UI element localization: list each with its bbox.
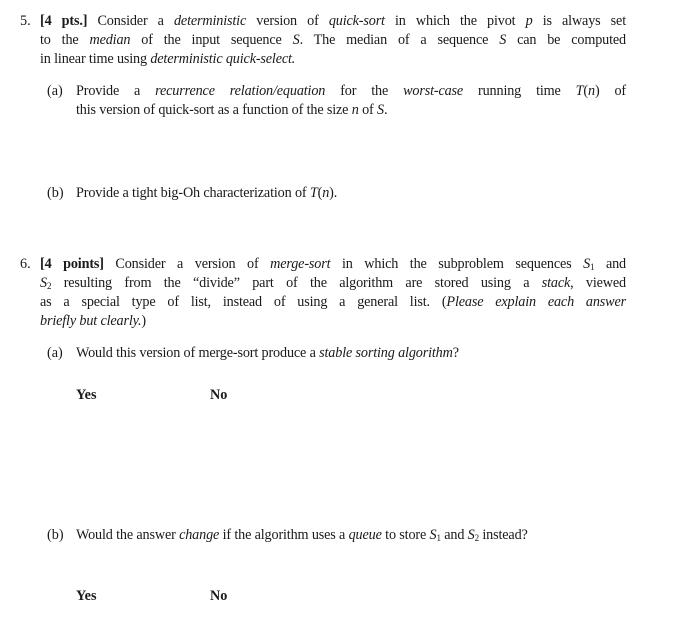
math-var: S [429,527,437,543]
text: to store [381,527,430,543]
emphasis: recurrence relation/equation [155,83,326,99]
text: as a special type of list, instead of using a general list. ( [40,294,447,310]
text: of [358,102,377,118]
question-6-line-4 [40,312,146,331]
emphasis: worst-case [403,83,464,99]
no-option[interactable]: No [210,588,228,604]
math-var: T [575,83,584,99]
math-var: S [377,102,384,118]
text: Provide a [76,83,156,99]
subscript: 1 [436,533,441,543]
question-5-points: [4 pts.] [40,13,88,29]
emphasis: stable sorting algorithm [319,345,453,361]
question-6b-line-1 [76,526,528,545]
question-6-line-2 [40,274,626,293]
text: . The median of a sequence [299,32,500,48]
text: , viewed [570,275,626,291]
question-6-number: 6. [20,256,31,272]
emphasis: Please explain each answer [446,294,626,310]
text: instead? [478,527,528,543]
text: ( [583,83,588,99]
text: ). [329,185,338,201]
text: Consider a version of [103,256,271,272]
question-5a-line-2 [76,101,387,120]
math-var: T [309,185,318,201]
text: running time [463,83,576,99]
emphasis: stack [541,275,571,291]
question-6-points: [4 points] [40,256,104,272]
emphasis: merge-sort [270,256,331,272]
text: and [440,527,468,543]
question-5-line-3 [40,50,295,69]
text: if the algorithm uses a [219,527,349,543]
emphasis: change [179,527,220,543]
text: for the [325,83,404,99]
question-5-line-1 [40,12,626,31]
emphasis: quick-sort [328,13,385,29]
part-label: (b) [47,185,64,201]
question-6-line-3 [40,293,626,312]
text: Would the answer [76,527,180,543]
text: this version of quick-sort as a function of the size [76,102,352,118]
text: ) [141,313,146,329]
question-6-line-1 [40,255,626,274]
math-var: n [322,185,330,201]
text: Provide a tight big-Oh characterization of [76,185,310,201]
text: and [594,256,626,272]
subscript: 2 [474,533,479,543]
math-var: n [587,83,595,99]
math-var: S [292,32,300,48]
emphasis: deterministic quick-select. [150,51,296,67]
part-label: (a) [47,83,63,99]
math-var: S [40,275,47,291]
subscript: 2 [46,281,52,291]
question-5b-line-1 [76,184,337,203]
question-6a-line-1 [76,344,459,363]
emphasis: deterministic [173,13,247,29]
text: of the input sequence [130,32,293,48]
text: can be computed [506,32,626,48]
yes-option[interactable]: Yes [76,588,97,604]
emphasis: queue [348,527,382,543]
math-var: p [525,13,533,29]
question-5-number: 5. [20,13,31,29]
question-5-line-2 [40,31,626,50]
text: in linear time using [40,51,151,67]
subscript: 1 [590,262,595,272]
text: ? [452,345,459,361]
text: Would this version of merge-sort produce a [76,345,320,361]
text: . [383,102,388,118]
text: in which the pivot [384,13,526,29]
part-label: (a) [47,345,63,361]
text: version of [246,13,329,29]
text: in which the subproblem sequences [330,256,584,272]
text: ( [317,185,323,201]
emphasis: briefly but clearly. [40,313,142,329]
question-5a-answer-area[interactable] [40,122,630,182]
text: to the [40,32,90,48]
text: resulting from the “divide” part of the algorithm are stored using a [51,275,542,291]
text: is always set [532,13,626,29]
no-option[interactable]: No [210,387,228,403]
yes-option[interactable]: Yes [76,387,97,403]
math-var: n [351,102,359,118]
math-var: S [583,256,591,272]
text: ) of [594,83,626,99]
question-6a-answer-area[interactable] [40,410,630,520]
emphasis: median [89,32,131,48]
question-5b-answer-area[interactable] [40,206,630,252]
text: Consider a [87,13,174,29]
math-var: S [499,32,507,48]
math-var: S [467,527,475,543]
question-5a-line-1 [76,82,626,101]
part-label: (b) [47,527,64,543]
